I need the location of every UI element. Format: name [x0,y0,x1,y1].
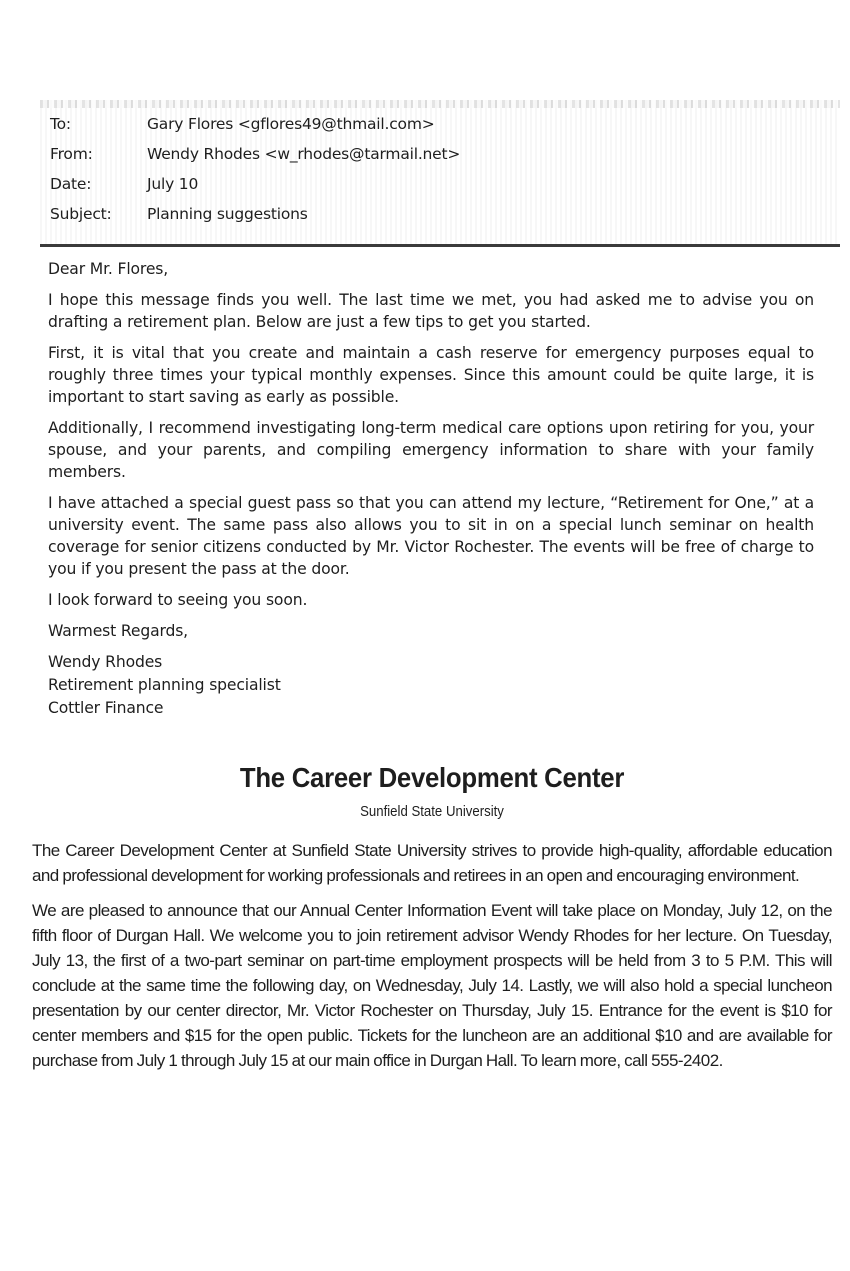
signature-company: Cottler Finance [48,699,164,717]
header-label-to: To: [50,115,71,133]
header-value-to: Gary Flores <gflores49@thmail.com> [147,115,435,133]
header-value-date: July 10 [147,175,199,193]
notice-body [32,838,832,1083]
notice-subtitle: Sunfield State University [360,803,504,820]
email-greeting: Dear Mr. Flores, [48,260,169,278]
scan-speckle [40,100,840,108]
email-paragraph: First, it is vital that you create and maintain a cash reserve for emergency purposes equal to roughly three times your typical monthly expenses. Since this amount could be quite large, it is important to start saving as early as possible. [48,344,814,406]
email-paragraph: I have attached a special guest pass so that you can attend my lecture, “Retirement for One,” at a university event. The same pass also allows you to sit in on a special lunch seminar on health coverage for senior citizens conducted by Mr. Victor Rochester. The events will be free of charge to you if you present the pass at the door. [48,494,814,578]
notice-title: The Career Development Center [239,762,625,793]
header-label-from: From: [50,145,93,163]
header-value-subject: Planning suggestions [147,205,308,223]
email-body [48,258,814,720]
header-label-date: Date: [50,175,92,193]
signature-title: Retirement planning specialist [48,676,281,694]
email-paragraph: Additionally, I recommend investigating long-term medical care options upon retiring for you, your spouse, and your parents, and compiling emergency information to share with your family members. [48,419,814,481]
header-divider [40,244,840,247]
email-paragraph: I look forward to seeing you soon. [48,591,308,609]
signature-name: Wendy Rhodes [48,653,163,671]
email-closing: Warmest Regards, [48,622,188,640]
header-value-from: Wendy Rhodes <w_rhodes@tarmail.net> [147,145,461,163]
email-paragraph: I hope this message finds you well. The last time we met, you had asked me to advise you on drafting a retirement plan. Below are just a few tips to get you started. [48,291,814,331]
email-header [40,100,840,246]
notice-paragraph: We are pleased to announce that our Annual Center Information Event will take place on Monday, July 12, on the fifth floor of Durgan Hall. We welcome you to join retirement advisor Wendy Rhodes for her lecture. On Tuesday, July 13, the first of a two-part seminar on part-time employment prospects will be held from 3 to 5 P.M. This will conclude at the same time the following day, on Wednesday, July 14. Lastly, we will also hold a special luncheon presentation by our center director, Mr. Victor Rochester on Thursday, July 15. Entrance for the event is $10 for center members and $15 for the open public. Tickets for the luncheon are an additional $10 and are available for purchase from July 1 through July 15 at our main office in Durgan Hall. To learn more, call 555-2402. [32,901,832,1070]
notice-paragraph: The Career Development Center at Sunfield State University strives to provide high-quality, affordable education and professional development for working professionals and retirees in an open and encouraging environment. [32,841,832,885]
header-label-subject: Subject: [50,205,112,223]
